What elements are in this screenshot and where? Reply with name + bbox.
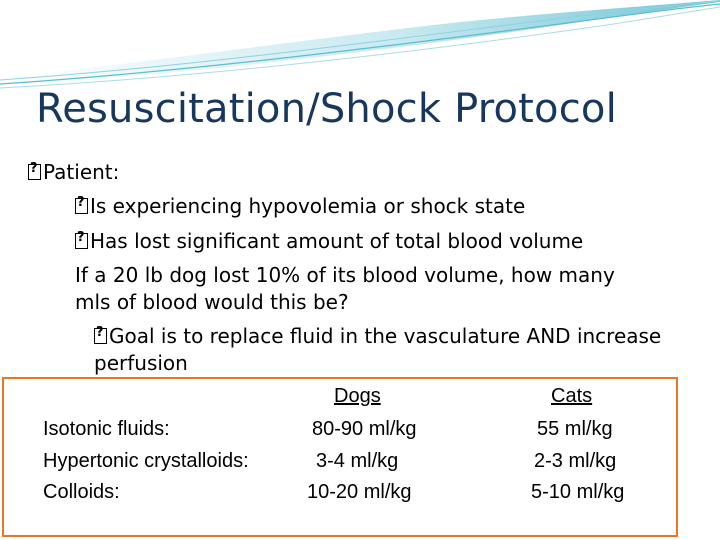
patient-label: Patient: xyxy=(43,160,120,184)
row-dogs-colloids: 10-20 ml/kg xyxy=(307,481,412,503)
row-label-colloids: Colloids: xyxy=(43,481,120,503)
goal-1-text: Goal is to replace fluid in the vasculature AND increase xyxy=(109,324,662,348)
header-wave-decoration xyxy=(0,0,720,90)
bullet-2-text: Has lost significant amount of total blood volume xyxy=(90,229,584,253)
missing-glyph-bullet-icon xyxy=(75,233,88,249)
question-line-1: If a 20 lb dog lost 10% of its blood volume, how many xyxy=(75,263,615,287)
goal-line-2: perfusion xyxy=(94,351,188,375)
patient-line xyxy=(28,160,119,184)
header-cats: Cats xyxy=(551,385,593,407)
missing-glyph-bullet-icon xyxy=(28,164,41,180)
question-line-2: mls of blood would this be? xyxy=(75,290,349,314)
missing-glyph-bullet-icon xyxy=(75,198,88,214)
row-dogs-hypertonic: 3-4 ml/kg xyxy=(316,450,399,472)
bullet-1-text: Is experiencing hypovolemia or shock state xyxy=(90,194,526,218)
row-label-hypertonic: Hypertonic crystalloids: xyxy=(43,450,249,472)
row-dogs-isotonic: 80-90 ml/kg xyxy=(312,418,417,440)
slide-title: Resuscitation/Shock Protocol xyxy=(36,86,617,132)
row-cats-isotonic: 55 ml/kg xyxy=(537,418,613,440)
bullet-item-1 xyxy=(75,194,525,218)
missing-glyph-bullet-icon xyxy=(94,328,107,344)
header-dogs: Dogs xyxy=(334,385,381,407)
bullet-item-2 xyxy=(75,229,583,253)
goal-line-1 xyxy=(94,324,661,348)
row-cats-hypertonic: 2-3 ml/kg xyxy=(534,450,617,472)
row-cats-colloids: 5-10 ml/kg xyxy=(531,481,625,503)
row-label-isotonic: Isotonic fluids: xyxy=(43,418,170,440)
